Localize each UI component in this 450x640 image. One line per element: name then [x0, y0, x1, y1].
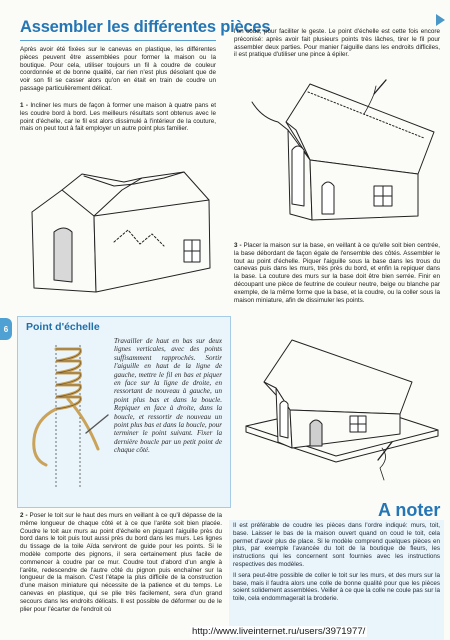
step-1-paragraph — [20, 102, 216, 133]
point-echelle-text: Travailler de haut en bas sur deux lignes verticales, avec des points suffisamment rapprochés. Sortir l'aiguille en haut de la ligne de gauche, mettre le fil en bas et piquer en face sur la ligne de droite, en ressortant de nouveau à gauche, un point plus bas et dans la boucle. Repiquer en face à droite, dans la boucle, et ressortir de nouveau un point plus bas et dans la boucle, pour terminer le point suivant. Fixer la dernière boucle par un petit point de chaque côté. — [114, 337, 222, 455]
house-on-base-illustration — [232, 330, 444, 500]
step-3-text: Placer la maison sur la base, en veillant à ce qu'elle soit bien centrée, la base débordant de façon égale de l'ensemble des côtés. Assembler le tout au point d'échelle. Piquer l'aiguille sous la base dans les trous du canevas puis dans les murs, très près du bord, et enfin la repiquer dans la base. La couture des murs sur la base doit être bien serrée. Finir en découpant une pièce de feutrine de couleur neutre, beige ou blanche par exemple, de la même forme que la base, et la coudre, ou la coller sous la maison miniature, afin de dissimuler les points. — [234, 242, 440, 304]
corner-arrow-icon — [436, 14, 445, 26]
a-noter-paragraph-2: Il sera peut-être possible de coller le toit sur les murs, et des murs sur la base, mais il faudra alors une colle de bonne qualité pour que les pièces soient solidement assemblées. Veiller à ce que la colle ne coule pas sur la toile, cela endommagerait la broderie. — [233, 571, 440, 603]
step-2-text: Poser le toit sur le haut des murs en veillant à ce qu'il dépasse de la même longueur de chaque côté et à ce que l'arête soit bien placée. Coudre le toit aux murs au point d'échelle en piquant l'aiguille près du bord dans le toit puis tout aussi près du bord dans les murs. Les lignes du tissage de la toile Aïda serviront de guide pour les points. Si le modèle comporte des pignons, il sera certainement plus facile de commencer à coudre par ce mur. Coudre tout d'abord d'un angle à l'arête, redescendre de l'autre côté du pignon puis enchaîner sur la longueur de la maison. C'est l'étape la plus difficile de la construction d'une maison miniature qui nécessite de la patience et du temps. Le canevas en plastique, qui se plie très facilement, sera d'un grand secours dans les endroits délicats. Il est possible de déformer ou de le plier pour l'écarter de l'endroit où — [20, 512, 223, 613]
page-title: Assembler les différentes pièces — [20, 18, 271, 36]
step-2-paragraph — [20, 512, 222, 613]
a-noter-text — [233, 522, 440, 603]
intro-paragraph: Après avoir été fixées sur le canevas en plastique, les différentes pièces peuvent être assemblées pour former la maison ou la boutique. Pour cela, utiliser toujours un fil à coudre de couleur coordonnée et de bonne qualité, car rien n'est plus désolant que de voir son fil se casser alors qu'on en était en train de coudre un passage particulièrement délicat. — [20, 46, 216, 92]
ladder-stitch-diagram — [26, 339, 112, 499]
step-1-text: Incliner les murs de façon à former une maison à quatre pans et les coudre bord à bord. Les meilleurs résultats sont obtenus avec le point d'échelle, car le fil est alors dissimulé à l'intérieur de la couture, mais on peut tout à fait employer un autre point plus familier. — [20, 102, 216, 133]
step-3-number: 3 - — [234, 242, 242, 249]
step-3-paragraph — [234, 242, 440, 304]
a-noter-title: A noter — [378, 500, 441, 520]
column-2-top-paragraph: l'on coud, pour faciliter le geste. Le point d'échelle est cette fois encore préconisé: après avoir fait plusieurs points très lâches, tirer le fil pour assembler deux parties. Pour manier l'aiguille dans les endroits difficiles, il est pratique d'utiliser une pince à épiler. — [234, 28, 440, 59]
url-watermark: http://www.liveinternet.ru/users/3971977/ — [192, 626, 366, 637]
title-underline — [20, 40, 216, 41]
walls-assembly-illustration — [24, 160, 229, 300]
a-noter-paragraph-1: Il est préférable de coudre les pièces dans l'ordre indiqué: murs, toit, base. Laisser le bas de la maison ouvert quand on coud le toit, cela permet d'avoir plus de place. Si le modèle comprend quelques pièces en plus, par exemple l'avancée du toit de la boutique de fleurs, les instructions qui les concernent sont fournies avec les instructions respectives des modèles. — [233, 522, 440, 568]
point-echelle-box — [17, 316, 231, 508]
step-2-number: 2 - — [20, 512, 28, 519]
roof-sewing-illustration — [248, 74, 444, 236]
point-echelle-title: Point d'échelle — [26, 321, 100, 333]
page-number-tab: 6 — [0, 318, 12, 340]
step-1-number: 1 - — [20, 102, 28, 109]
